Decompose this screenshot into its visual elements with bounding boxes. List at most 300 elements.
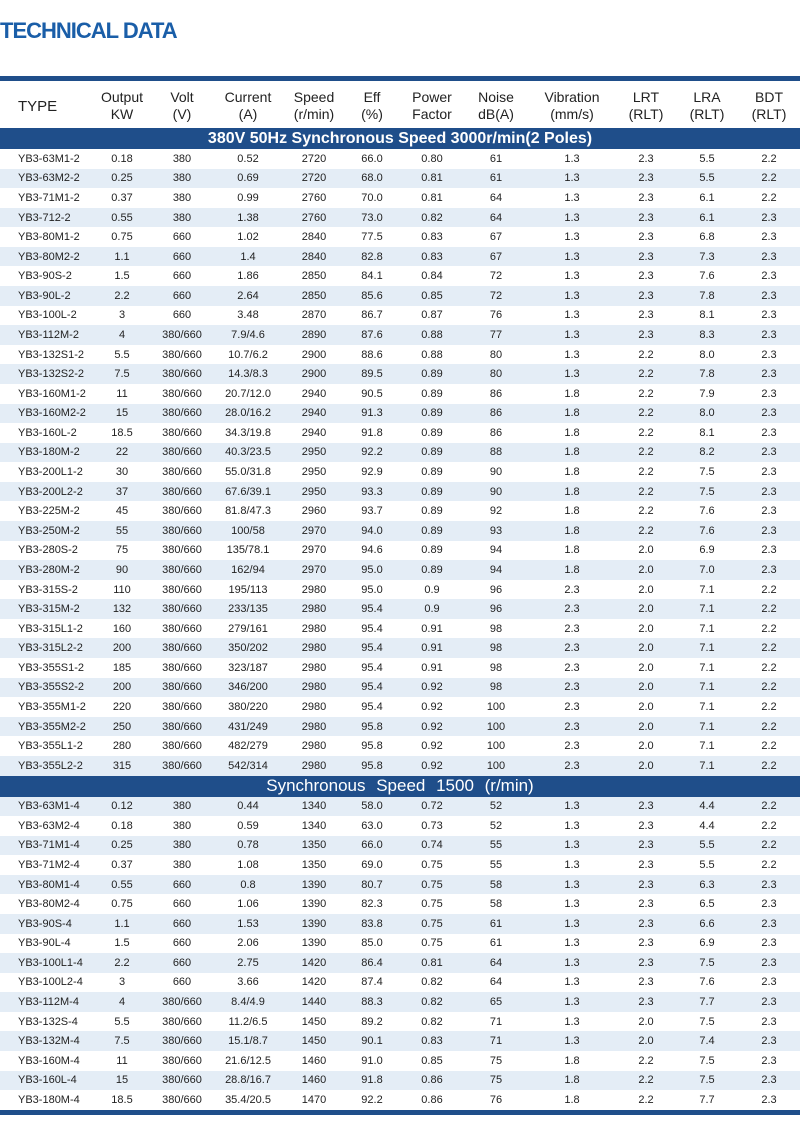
cell-speed: 2980	[284, 599, 344, 619]
cell-vibration: 1.8	[528, 501, 616, 521]
cell-type: YB3-71M2-4	[0, 855, 92, 875]
header-lra-line2: (RLT)	[689, 106, 725, 122]
cell-speed: 2980	[284, 658, 344, 678]
top-divider	[0, 76, 800, 81]
table-row	[0, 756, 800, 776]
technical-data-table	[0, 84, 800, 1110]
cell-lra: 7.1	[676, 638, 738, 658]
cell-bdt: 2.3	[738, 423, 800, 443]
cell-output: 1.1	[92, 914, 152, 934]
cell-eff: 66.0	[344, 149, 400, 169]
cell-vibration: 2.3	[528, 678, 616, 698]
cell-bdt: 2.3	[738, 404, 800, 424]
cell-volt: 660	[152, 934, 212, 954]
cell-lra: 8.1	[676, 306, 738, 326]
cell-power-factor: 0.89	[400, 501, 464, 521]
section-header-2-poles	[0, 128, 800, 149]
table-row	[0, 992, 800, 1012]
cell-noise: 100	[464, 736, 528, 756]
cell-power-factor: 0.89	[400, 462, 464, 482]
cell-lrt: 2.0	[616, 541, 676, 561]
cell-speed: 1420	[284, 973, 344, 993]
cell-eff: 77.5	[344, 227, 400, 247]
cell-eff: 95.0	[344, 560, 400, 580]
cell-current: 0.69	[212, 169, 284, 189]
cell-type: YB3-280S-2	[0, 541, 92, 561]
cell-noise: 75	[464, 1051, 528, 1071]
cell-noise: 90	[464, 482, 528, 502]
cell-bdt: 2.3	[738, 953, 800, 973]
cell-lra: 6.1	[676, 188, 738, 208]
table-row	[0, 501, 800, 521]
cell-lra: 7.4	[676, 1031, 738, 1051]
cell-output: 15	[92, 404, 152, 424]
cell-lra: 7.8	[676, 286, 738, 306]
cell-lra: 8.3	[676, 325, 738, 345]
cell-bdt: 2.3	[738, 306, 800, 326]
cell-speed: 2890	[284, 325, 344, 345]
cell-noise: 94	[464, 541, 528, 561]
table-row	[0, 1031, 800, 1051]
cell-bdt: 2.3	[738, 1012, 800, 1032]
header-current-line1: Current	[224, 89, 272, 105]
cell-bdt: 2.3	[738, 345, 800, 365]
cell-volt: 380/660	[152, 992, 212, 1012]
table-row	[0, 1090, 800, 1110]
cell-vibration: 1.8	[528, 1071, 616, 1091]
cell-vibration: 1.3	[528, 953, 616, 973]
cell-lrt: 2.0	[616, 717, 676, 737]
cell-speed: 2840	[284, 227, 344, 247]
cell-type: YB3-71M1-2	[0, 188, 92, 208]
cell-current: 279/161	[212, 619, 284, 639]
cell-noise: 67	[464, 227, 528, 247]
cell-speed: 1450	[284, 1012, 344, 1032]
cell-power-factor: 0.81	[400, 953, 464, 973]
cell-type: YB3-315M-2	[0, 599, 92, 619]
cell-type: YB3-80M1-4	[0, 875, 92, 895]
cell-vibration: 1.3	[528, 306, 616, 326]
table-row	[0, 541, 800, 561]
cell-vibration: 1.8	[528, 1090, 616, 1110]
cell-current: 3.66	[212, 973, 284, 993]
cell-output: 0.25	[92, 169, 152, 189]
table-row	[0, 619, 800, 639]
cell-lra: 8.1	[676, 423, 738, 443]
cell-current: 20.7/12.0	[212, 384, 284, 404]
cell-lrt: 2.0	[616, 619, 676, 639]
cell-eff: 95.4	[344, 599, 400, 619]
cell-eff: 90.5	[344, 384, 400, 404]
cell-speed: 1440	[284, 992, 344, 1012]
cell-type: YB3-225M-2	[0, 501, 92, 521]
cell-current: 10.7/6.2	[212, 345, 284, 365]
cell-bdt: 2.2	[738, 188, 800, 208]
cell-bdt: 2.2	[738, 756, 800, 776]
cell-lra: 7.6	[676, 501, 738, 521]
cell-noise: 58	[464, 894, 528, 914]
cell-output: 90	[92, 560, 152, 580]
cell-type: YB3-100L2-4	[0, 973, 92, 993]
cell-volt: 660	[152, 227, 212, 247]
cell-volt: 380/660	[152, 501, 212, 521]
cell-bdt: 2.2	[738, 797, 800, 817]
cell-power-factor: 0.89	[400, 560, 464, 580]
cell-type: YB3-90L-4	[0, 934, 92, 954]
cell-eff: 95.4	[344, 697, 400, 717]
table-row	[0, 286, 800, 306]
cell-volt: 380/660	[152, 697, 212, 717]
cell-lrt: 2.2	[616, 364, 676, 384]
cell-speed: 2760	[284, 208, 344, 228]
cell-noise: 61	[464, 169, 528, 189]
cell-lrt: 2.3	[616, 266, 676, 286]
cell-bdt: 2.2	[738, 599, 800, 619]
cell-noise: 86	[464, 404, 528, 424]
cell-type: YB3-112M-4	[0, 992, 92, 1012]
cell-lrt: 2.0	[616, 1031, 676, 1051]
cell-vibration: 1.3	[528, 364, 616, 384]
cell-lrt: 2.3	[616, 934, 676, 954]
cell-speed: 2970	[284, 560, 344, 580]
cell-volt: 380/660	[152, 1051, 212, 1071]
cell-vibration: 1.8	[528, 1051, 616, 1071]
cell-speed: 2900	[284, 364, 344, 384]
cell-vibration: 2.3	[528, 717, 616, 737]
cell-lrt: 2.3	[616, 894, 676, 914]
cell-lra: 7.0	[676, 560, 738, 580]
cell-volt: 380/660	[152, 599, 212, 619]
cell-volt: 380/660	[152, 560, 212, 580]
cell-speed: 1450	[284, 1031, 344, 1051]
cell-output: 1.5	[92, 934, 152, 954]
cell-lrt: 2.3	[616, 875, 676, 895]
cell-eff: 82.8	[344, 247, 400, 267]
cell-noise: 88	[464, 443, 528, 463]
cell-volt: 380/660	[152, 404, 212, 424]
cell-power-factor: 0.89	[400, 443, 464, 463]
cell-vibration: 1.8	[528, 462, 616, 482]
table-row	[0, 384, 800, 404]
cell-bdt: 2.3	[738, 501, 800, 521]
cell-speed: 1340	[284, 797, 344, 817]
cell-current: 233/135	[212, 599, 284, 619]
cell-eff: 70.0	[344, 188, 400, 208]
cell-vibration: 1.3	[528, 855, 616, 875]
cell-type: YB3-280M-2	[0, 560, 92, 580]
cell-noise: 100	[464, 697, 528, 717]
cell-noise: 80	[464, 345, 528, 365]
cell-output: 3	[92, 306, 152, 326]
cell-lrt: 2.3	[616, 227, 676, 247]
cell-vibration: 1.3	[528, 149, 616, 169]
cell-bdt: 2.2	[738, 736, 800, 756]
cell-type: YB3-180M-2	[0, 443, 92, 463]
cell-output: 7.5	[92, 1031, 152, 1051]
cell-speed: 2940	[284, 404, 344, 424]
cell-vibration: 1.3	[528, 345, 616, 365]
cell-output: 4	[92, 992, 152, 1012]
cell-noise: 90	[464, 462, 528, 482]
cell-volt: 660	[152, 247, 212, 267]
cell-current: 15.1/8.7	[212, 1031, 284, 1051]
cell-bdt: 2.3	[738, 286, 800, 306]
cell-lra: 8.0	[676, 345, 738, 365]
cell-eff: 83.8	[344, 914, 400, 934]
cell-type: YB3-63M2-2	[0, 169, 92, 189]
cell-power-factor: 0.81	[400, 169, 464, 189]
cell-bdt: 2.3	[738, 894, 800, 914]
cell-speed: 1390	[284, 934, 344, 954]
cell-output: 11	[92, 1051, 152, 1071]
cell-power-factor: 0.86	[400, 1071, 464, 1091]
cell-vibration: 2.3	[528, 619, 616, 639]
cell-lrt: 2.2	[616, 423, 676, 443]
header-bdt-line2: (RLT)	[751, 106, 787, 122]
cell-volt: 380/660	[152, 345, 212, 365]
cell-bdt: 2.3	[738, 1031, 800, 1051]
cell-eff: 95.8	[344, 717, 400, 737]
cell-lrt: 2.3	[616, 797, 676, 817]
cell-type: YB3-355L2-2	[0, 756, 92, 776]
table-row	[0, 638, 800, 658]
cell-current: 28.0/16.2	[212, 404, 284, 424]
cell-volt: 660	[152, 286, 212, 306]
cell-lrt: 2.3	[616, 149, 676, 169]
cell-noise: 96	[464, 580, 528, 600]
table-row	[0, 580, 800, 600]
cell-bdt: 2.3	[738, 914, 800, 934]
table-row	[0, 836, 800, 856]
table-row	[0, 973, 800, 993]
cell-lrt: 2.3	[616, 816, 676, 836]
cell-bdt: 2.3	[738, 208, 800, 228]
cell-eff: 95.8	[344, 736, 400, 756]
cell-lra: 7.3	[676, 247, 738, 267]
cell-output: 0.37	[92, 188, 152, 208]
cell-current: 67.6/39.1	[212, 482, 284, 502]
table-row	[0, 736, 800, 756]
table-row	[0, 208, 800, 228]
cell-speed: 2760	[284, 188, 344, 208]
cell-type: YB3-90L-2	[0, 286, 92, 306]
cell-power-factor: 0.87	[400, 306, 464, 326]
cell-output: 0.18	[92, 149, 152, 169]
cell-power-factor: 0.89	[400, 541, 464, 561]
cell-lrt: 2.3	[616, 973, 676, 993]
cell-vibration: 1.3	[528, 247, 616, 267]
cell-power-factor: 0.9	[400, 580, 464, 600]
cell-current: 323/187	[212, 658, 284, 678]
cell-output: 0.12	[92, 797, 152, 817]
header-current-line2: (A)	[238, 106, 258, 122]
table-row	[0, 266, 800, 286]
cell-lrt: 2.0	[616, 678, 676, 698]
cell-power-factor: 0.91	[400, 619, 464, 639]
cell-bdt: 2.3	[738, 227, 800, 247]
cell-vibration: 1.3	[528, 875, 616, 895]
cell-volt: 380	[152, 836, 212, 856]
cell-eff: 91.0	[344, 1051, 400, 1071]
cell-power-factor: 0.73	[400, 816, 464, 836]
cell-speed: 2950	[284, 462, 344, 482]
cell-type: YB3-80M1-2	[0, 227, 92, 247]
cell-power-factor: 0.89	[400, 423, 464, 443]
table-row	[0, 914, 800, 934]
cell-speed: 2980	[284, 717, 344, 737]
cell-eff: 91.8	[344, 1071, 400, 1091]
cell-vibration: 2.3	[528, 736, 616, 756]
cell-power-factor: 0.88	[400, 325, 464, 345]
cell-lrt: 2.3	[616, 855, 676, 875]
header-lrt	[616, 84, 676, 128]
cell-type: YB3-112M-2	[0, 325, 92, 345]
cell-output: 110	[92, 580, 152, 600]
cell-power-factor: 0.82	[400, 973, 464, 993]
cell-vibration: 2.3	[528, 580, 616, 600]
cell-bdt: 2.3	[738, 973, 800, 993]
header-volt-line2: (V)	[172, 106, 192, 122]
table-row	[0, 404, 800, 424]
cell-speed: 1350	[284, 855, 344, 875]
cell-volt: 380	[152, 816, 212, 836]
cell-lrt: 2.3	[616, 306, 676, 326]
cell-noise: 67	[464, 247, 528, 267]
header-lrt-line2: (RLT)	[628, 106, 664, 122]
cell-speed: 2940	[284, 384, 344, 404]
cell-power-factor: 0.89	[400, 364, 464, 384]
cell-vibration: 1.3	[528, 836, 616, 856]
cell-type: YB3-200L2-2	[0, 482, 92, 502]
table-row	[0, 149, 800, 169]
cell-volt: 660	[152, 306, 212, 326]
table-row	[0, 306, 800, 326]
cell-eff: 95.0	[344, 580, 400, 600]
cell-noise: 86	[464, 423, 528, 443]
header-lra	[676, 84, 738, 128]
cell-lrt: 2.0	[616, 638, 676, 658]
cell-eff: 95.4	[344, 638, 400, 658]
cell-type: YB3-132S-4	[0, 1012, 92, 1032]
cell-eff: 86.7	[344, 306, 400, 326]
cell-type: YB3-132S2-2	[0, 364, 92, 384]
cell-speed: 1470	[284, 1090, 344, 1110]
cell-eff: 92.2	[344, 443, 400, 463]
cell-vibration: 1.3	[528, 992, 616, 1012]
cell-lra: 7.9	[676, 384, 738, 404]
cell-output: 132	[92, 599, 152, 619]
cell-speed: 2980	[284, 638, 344, 658]
table-row	[0, 423, 800, 443]
cell-power-factor: 0.89	[400, 404, 464, 424]
cell-volt: 380	[152, 188, 212, 208]
cell-type: YB3-355S1-2	[0, 658, 92, 678]
cell-eff: 84.1	[344, 266, 400, 286]
cell-type: YB3-80M2-2	[0, 247, 92, 267]
cell-speed: 2980	[284, 736, 344, 756]
cell-output: 2.2	[92, 953, 152, 973]
cell-lra: 7.1	[676, 717, 738, 737]
header-vibration-line2: (mm/s)	[550, 106, 594, 122]
cell-current: 431/249	[212, 717, 284, 737]
cell-noise: 64	[464, 188, 528, 208]
cell-speed: 1390	[284, 914, 344, 934]
cell-lra: 7.1	[676, 736, 738, 756]
cell-volt: 380/660	[152, 1071, 212, 1091]
header-speed-line1: Speed	[293, 89, 335, 105]
cell-output: 7.5	[92, 364, 152, 384]
header-noise	[464, 84, 528, 128]
cell-volt: 380/660	[152, 521, 212, 541]
cell-lra: 7.5	[676, 482, 738, 502]
cell-lrt: 2.0	[616, 658, 676, 678]
cell-current: 28.8/16.7	[212, 1071, 284, 1091]
page-title: TECHNICAL DATA	[0, 18, 177, 43]
cell-noise: 58	[464, 875, 528, 895]
cell-noise: 86	[464, 384, 528, 404]
cell-noise: 64	[464, 953, 528, 973]
header-output	[92, 84, 152, 128]
cell-volt: 380/660	[152, 1012, 212, 1032]
cell-power-factor: 0.89	[400, 384, 464, 404]
cell-output: 0.25	[92, 836, 152, 856]
cell-speed: 2900	[284, 345, 344, 365]
cell-volt: 380	[152, 855, 212, 875]
cell-lrt: 2.2	[616, 1071, 676, 1091]
cell-noise: 94	[464, 560, 528, 580]
cell-lra: 7.6	[676, 521, 738, 541]
cell-vibration: 1.3	[528, 934, 616, 954]
cell-current: 350/202	[212, 638, 284, 658]
cell-type: YB3-315S-2	[0, 580, 92, 600]
cell-bdt: 2.3	[738, 992, 800, 1012]
cell-volt: 380/660	[152, 658, 212, 678]
header-type-line1: TYPE	[18, 97, 58, 115]
cell-lra: 8.0	[676, 404, 738, 424]
cell-speed: 2960	[284, 501, 344, 521]
cell-type: YB3-712-2	[0, 208, 92, 228]
cell-power-factor: 0.88	[400, 345, 464, 365]
cell-volt: 380/660	[152, 384, 212, 404]
cell-eff: 93.7	[344, 501, 400, 521]
cell-vibration: 1.3	[528, 797, 616, 817]
cell-volt: 380/660	[152, 638, 212, 658]
cell-bdt: 2.2	[738, 816, 800, 836]
cell-lra: 7.6	[676, 973, 738, 993]
cell-volt: 380/660	[152, 580, 212, 600]
cell-lra: 5.5	[676, 836, 738, 856]
cell-lrt: 2.2	[616, 1051, 676, 1071]
cell-noise: 72	[464, 286, 528, 306]
cell-lra: 4.4	[676, 797, 738, 817]
cell-type: YB3-160M-4	[0, 1051, 92, 1071]
cell-lra: 7.1	[676, 580, 738, 600]
cell-current: 346/200	[212, 678, 284, 698]
cell-volt: 660	[152, 266, 212, 286]
cell-vibration: 1.3	[528, 208, 616, 228]
cell-output: 5.5	[92, 345, 152, 365]
table-row	[0, 443, 800, 463]
cell-power-factor: 0.85	[400, 1051, 464, 1071]
cell-noise: 76	[464, 1090, 528, 1110]
cell-lrt: 2.0	[616, 560, 676, 580]
cell-output: 3	[92, 973, 152, 993]
cell-eff: 90.1	[344, 1031, 400, 1051]
cell-power-factor: 0.92	[400, 717, 464, 737]
table-row	[0, 678, 800, 698]
cell-type: YB3-132M-4	[0, 1031, 92, 1051]
header-volt	[152, 84, 212, 128]
